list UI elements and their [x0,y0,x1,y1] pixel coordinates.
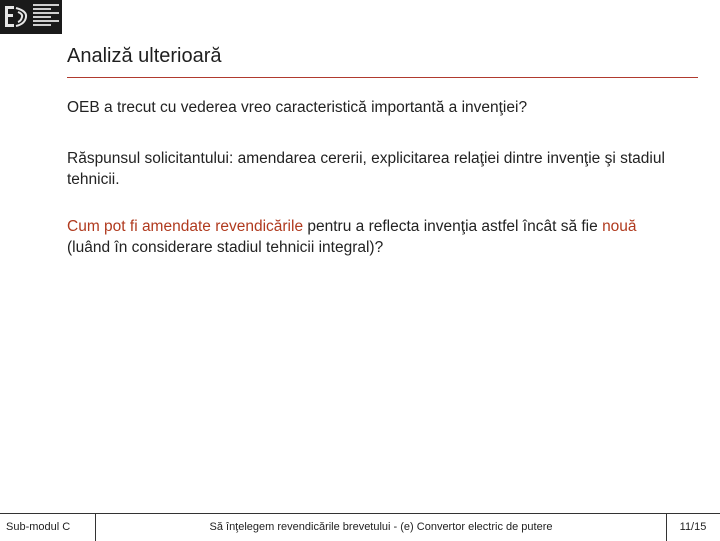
page-number: 11/15 [679,521,707,533]
follow-up-question [67,216,667,258]
epo-logo-icon [0,0,32,34]
highlight-new: nouă [602,218,637,235]
answer-paragraph: Răspunsul solicitantului: amendarea cererii, explicitarea relaţiei dintre invenţie şi stadiul tehnicii. [67,150,665,188]
title-divider [67,77,698,78]
footer-module: Sub-modul C [0,514,96,541]
logo-wordmark [33,4,59,28]
question-text-1: pentru a reflecta invenţia astfel încât să fie [303,218,603,235]
logo [0,0,62,34]
highlight-amend-claims: Cum pot fi amendate revendicările [67,218,304,235]
footer [0,513,720,541]
question-paragraph: OEB a trecut cu vederea vreo caracteristică importantă a invenţiei? [67,99,528,116]
page-title: Analiză ulterioară [67,45,222,67]
footer-title: Să înţelegem revendicările brevetului - (e) Convertor electric de putere [96,514,667,541]
question-text-2: (luând în considerare stadiul tehnicii integral)? [67,239,384,256]
